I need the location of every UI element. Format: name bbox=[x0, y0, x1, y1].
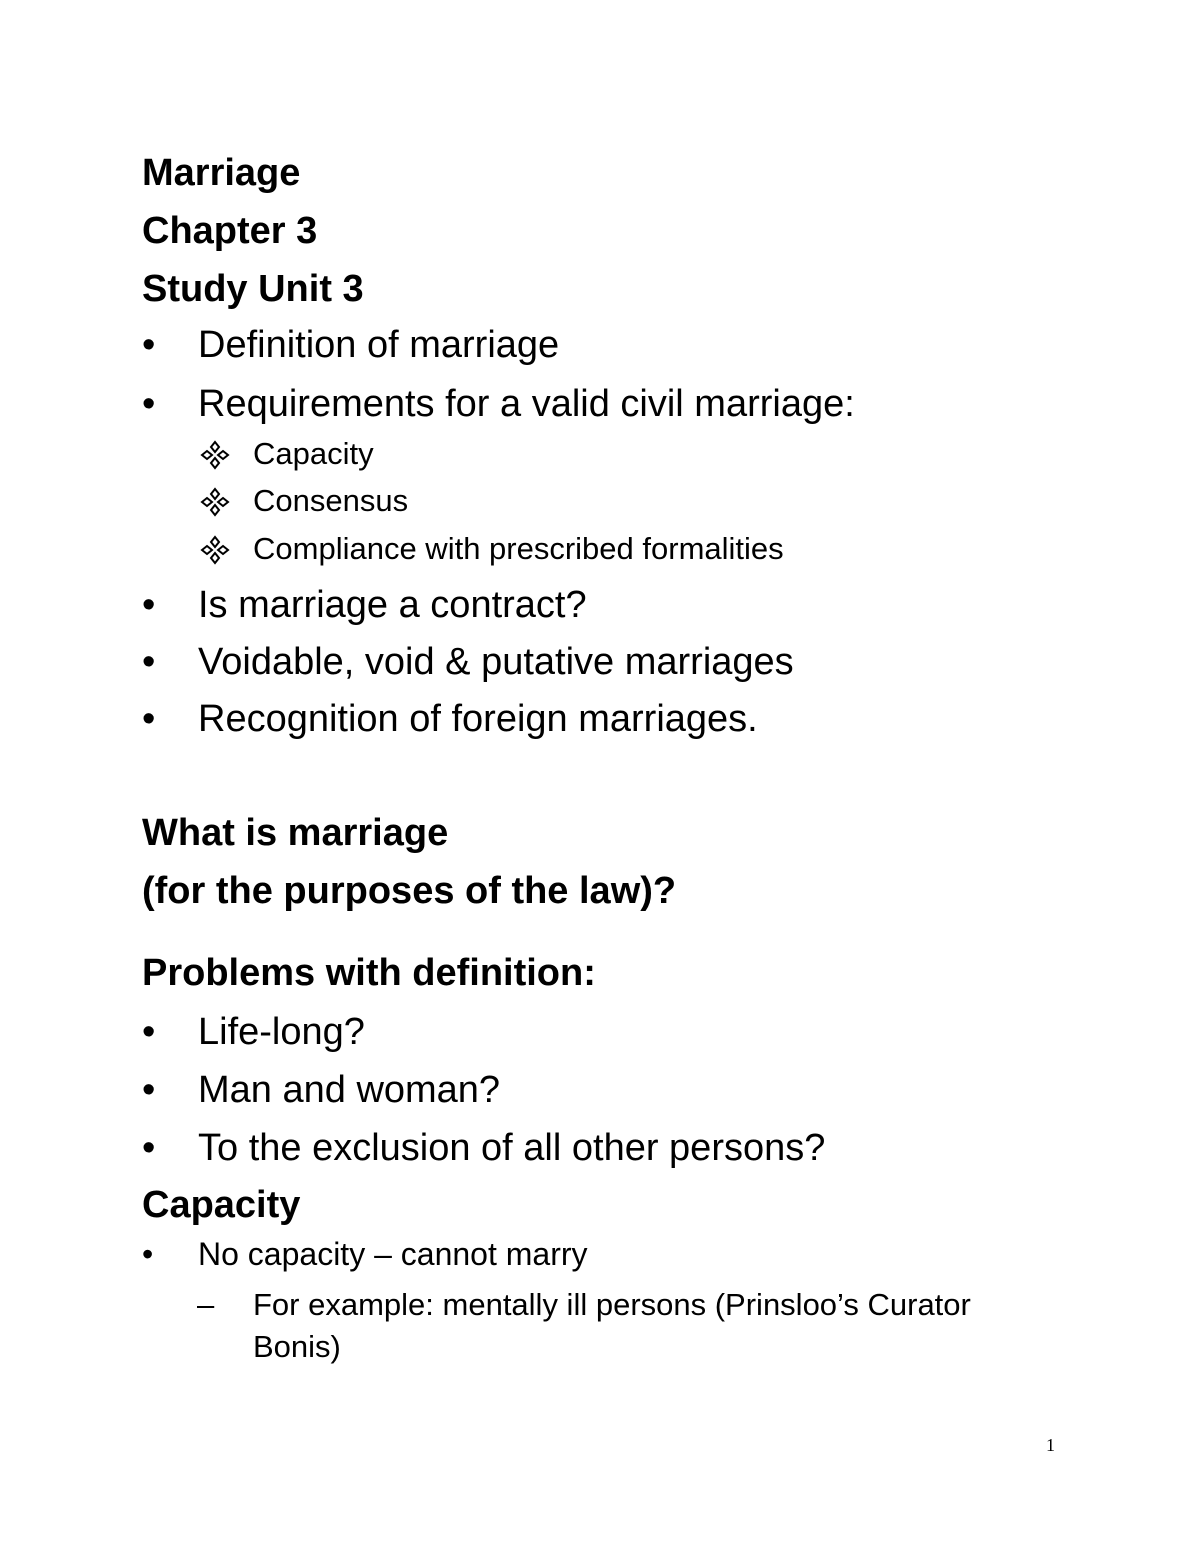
what-is-marriage-subheading: (for the purposes of the law)? bbox=[142, 870, 677, 912]
capacity-heading: Capacity bbox=[142, 1184, 301, 1226]
outline-item-text: Definition of marriage bbox=[198, 324, 560, 366]
title-marriage: Marriage bbox=[142, 152, 301, 194]
four-diamond-icon bbox=[200, 440, 230, 470]
what-is-marriage-heading: What is marriage bbox=[142, 812, 449, 854]
four-diamond-icon bbox=[200, 487, 230, 517]
requirement-item-text: Consensus bbox=[253, 483, 409, 518]
title-chapter: Chapter 3 bbox=[142, 210, 318, 252]
requirement-item-text: Capacity bbox=[253, 436, 374, 471]
bullet-icon: • bbox=[142, 1236, 154, 1272]
bullet-icon: • bbox=[142, 584, 156, 626]
bullet-icon: • bbox=[142, 1127, 156, 1169]
bullet-icon: • bbox=[142, 383, 156, 425]
outline-item-text: Voidable, void & putative marriages bbox=[198, 641, 794, 683]
capacity-item-text: No capacity – cannot marry bbox=[198, 1236, 588, 1272]
requirement-item-text: Compliance with prescribed formalities bbox=[253, 531, 784, 566]
problems-heading: Problems with definition: bbox=[142, 952, 596, 994]
capacity-sub-item-text: For example: mentally ill persons (Prinsloo’s Curator Bonis) bbox=[253, 1287, 971, 1364]
outline-item-text: Recognition of foreign marriages. bbox=[198, 698, 758, 740]
page-number: 1 bbox=[1046, 1435, 1055, 1455]
outline-item-text: Requirements for a valid civil marriage: bbox=[198, 383, 855, 425]
bullet-icon: • bbox=[142, 698, 156, 740]
title-study-unit: Study Unit 3 bbox=[142, 268, 364, 310]
bullet-icon: • bbox=[142, 1011, 156, 1053]
outline-item-text: Is marriage a contract? bbox=[198, 584, 587, 626]
problem-item-text: Man and woman? bbox=[198, 1069, 501, 1111]
dash-icon: – bbox=[197, 1287, 215, 1322]
bullet-icon: • bbox=[142, 1069, 156, 1111]
problem-item-text: Life-long? bbox=[198, 1011, 365, 1053]
bullet-icon: • bbox=[142, 324, 156, 366]
problem-item-text: To the exclusion of all other persons? bbox=[198, 1127, 826, 1169]
bullet-icon: • bbox=[142, 641, 156, 683]
four-diamond-icon bbox=[200, 535, 230, 565]
